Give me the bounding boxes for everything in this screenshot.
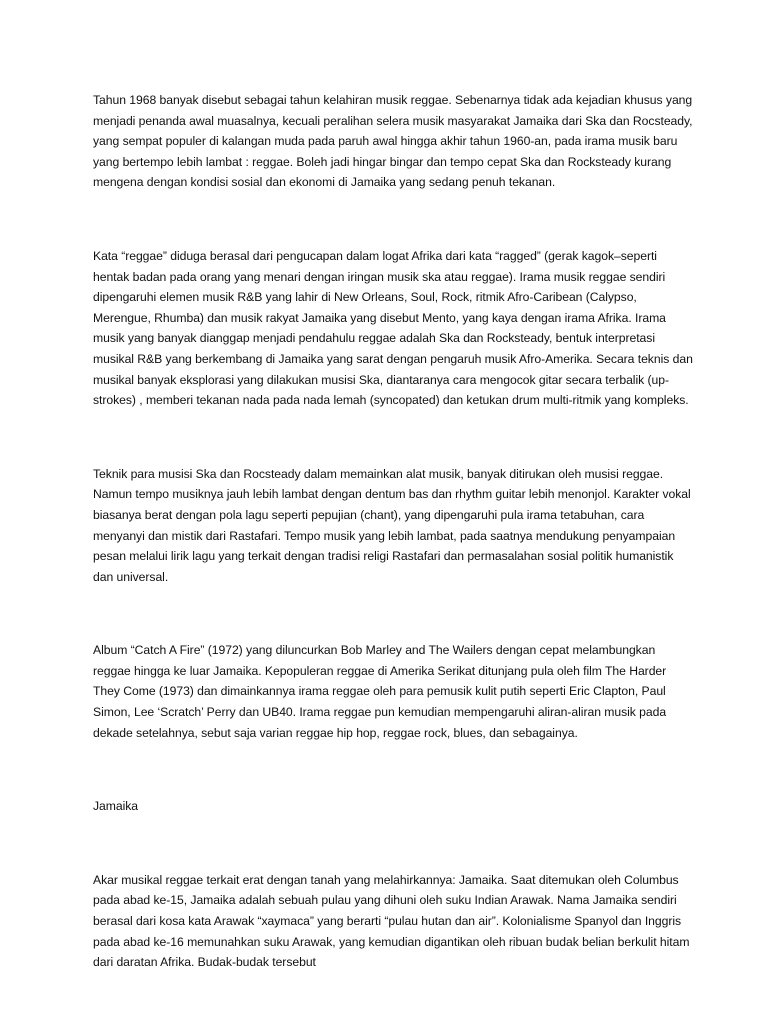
paragraph-3: Teknik para musisi Ska dan Rocsteady dalam memainkan alat musik, banyak ditirukan oleh musisi reggae. Namun tempo musiknya jauh lebih lambat dengan dentum bas dan rhythm guitar lebih menonjol. Karakter vokal biasanya berat dengan pola lagu seperti pepujian (chant), yang dipengaruhi pula irama tetabuhan, cara menyanyi dan mistik dari Rastafari. Tempo musik yang lebih lambat, pada saatnya mendukung penyampaian pesan melalui lirik lagu yang terkait dengan tradisi religi Rastafari dan permasalahan sosial politik humanistik dan universal. <box>93 466 691 584</box>
section-heading-jamaika: Jamaika <box>93 799 139 814</box>
document-page <box>93 90 693 973</box>
paragraph-4: Album “Catch A Fire” (1972) yang diluncurkan Bob Marley and The Wailers dengan cepat melambungkan reggae hingga ke luar Jamaika. Kepopuleran reggae di Amerika Serikat ditunjang pula oleh film The Harder They Come (1973) dan dimainkannya irama reggae oleh para pemusik kulit putih seperti Eric Clapton, Paul Simon, Lee ‘Scratch’ Perry dan UB40. Irama reggae pun kemudian mempengaruhi aliran-aliran musik pada dekade setelahnya, sebut saja varian reggae hip hop, reggae rock, blues, dan sebagainya. <box>93 643 667 740</box>
paragraph-2: Kata “reggae” diduga berasal dari pengucapan dalam logat Afrika dari kata “ragged” (gerak kagok–seperti hentak badan pada orang yang menari dengan iringan musik ska atau reggae). Irama musik reggae sendiri dipengaruhi elemen musik R&B yang lahir di New Orleans, Soul, Rock, ritmik Afro-Caribean (Calypso, Merengue, Rhumba) dan musik rakyat Jamaika yang disebut Mento, yang kaya dengan irama Afrika. Irama musik yang banyak dianggap menjadi pendahulu reggae adalah Ska dan Rocksteady, bentuk interpretasi musikal R&B yang berkembang di Jamaika yang sarat dengan pengaruh musik Afro-Amerika. Secara teknis dan musikal banyak eksplorasi yang dilakukan musisi Ska, diantaranya cara mengocok gitar secara terbalik (up-strokes) , memberi tekanan nada pada nada lemah (syncopated) dan ketukan drum multi-ritmik yang kompleks. <box>93 248 693 408</box>
paragraph-5: Akar musikal reggae terkait erat dengan tanah yang melahirkannya: Jamaika. Saat ditemukan oleh Columbus pada abad ke-15, Jamaika adalah sebuah pulau yang dihuni oleh suku Indian Arawak. Nama Jamaika sendiri berasal dari kosa kata Arawak “xaymaca” yang berarti “pulau hutan dan air”. Kolonialisme Spanyol dan Inggris pada abad ke-16 memunahkan suku Arawak, yang kemudian digantikan oleh ribuan budak belian berkulit hitam dari daratan Afrika. Budak-budak tersebut <box>93 872 690 970</box>
paragraph-1: Tahun 1968 banyak disebut sebagai tahun kelahiran musik reggae. Sebenarnya tidak ada kejadian khusus yang menjadi penanda awal muasalnya, kecuali peralihan selera musik masyarakat Jamaika dari Ska dan Rocsteady, yang sempat populer di kalangan muda pada paruh awal hingga akhir tahun 1960-an, pada irama musik baru yang bertempo lebih lambat : reggae. Boleh jadi hingar bingar dan tempo cepat Ska dan Rocksteady kurang mengena dengan kondisi sosial dan ekonomi di Jamaika yang sedang penuh tekanan. <box>93 93 693 190</box>
